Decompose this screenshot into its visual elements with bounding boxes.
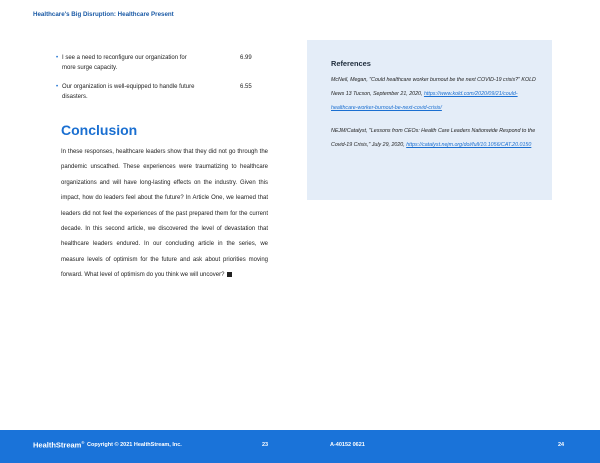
bullet-item	[56, 82, 282, 102]
copyright-text: Copyright © 2021 HealthStream, Inc.	[87, 442, 182, 448]
logo-text: HealthStream	[33, 440, 82, 450]
reference-text: NEJM/Catalyst, "Lessons from CEOs: Health Care Leaders Nationwide Respond to the Covid-19 Crisis," July 29, 2020,	[331, 128, 536, 149]
running-header: Healthcare's Big Disruption: Healthcare Present	[33, 11, 174, 18]
reference-link[interactable]: https://www.kold.com/2020/09/21/could-healthcare-worker-burnout-be-next-covid-crisis/	[331, 91, 518, 112]
bullet-dot-icon: •	[56, 84, 59, 90]
reference-text: McNeil, Megan, "Could healthcare worker burnout be the next COVID-19 crisis?" KOLD News 13 Tucson, September 21, 2020,	[331, 77, 536, 98]
logo-trademark: ®	[81, 440, 85, 445]
references-title: References	[331, 59, 371, 68]
references-box	[307, 40, 552, 200]
bullet-text: Our organization is well-equipped to handle future disasters.	[62, 84, 195, 100]
healthstream-logo	[33, 440, 84, 450]
survey-bullet-list	[56, 53, 282, 111]
document-code: A-40152 0621	[330, 442, 365, 448]
page-number-right: 24	[558, 442, 565, 448]
page-number-left: 23	[262, 442, 269, 448]
conclusion-body	[61, 145, 268, 284]
reference-link[interactable]: https://catalyst.nejm.org/doi/full/10.1056/CAT.20.0150	[406, 142, 532, 149]
footer-bar	[0, 430, 600, 463]
bullet-score: 6.55	[240, 84, 252, 90]
conclusion-heading: Conclusion	[61, 122, 138, 138]
bullet-score: 6.99	[240, 55, 252, 61]
reference-item	[331, 124, 541, 152]
conclusion-text: In these responses, healthcare leaders show that they did not go through the pandemic unscathed. These experiences were traumatizing to healthcare organizations and will have long-lasting effects on the industry. Given this impact, how do leaders feel about the future? In Article One, we learned that leaders did not feel the experiences of the past prepared them for the current decade. In this second article, we discovered the level of devastation that healthcare leaders endured. In our concluding article in the series, we measure levels of optimism for the future and ask about priorities moving forward. What level of optimism do you think we will uncover?	[61, 149, 268, 279]
bullet-item	[56, 53, 282, 73]
reference-item	[331, 73, 541, 116]
bullet-text: I see a need to reconfigure our organization for more surge capacity.	[62, 55, 187, 71]
bullet-dot-icon: •	[56, 55, 59, 61]
end-mark-icon	[227, 272, 232, 277]
